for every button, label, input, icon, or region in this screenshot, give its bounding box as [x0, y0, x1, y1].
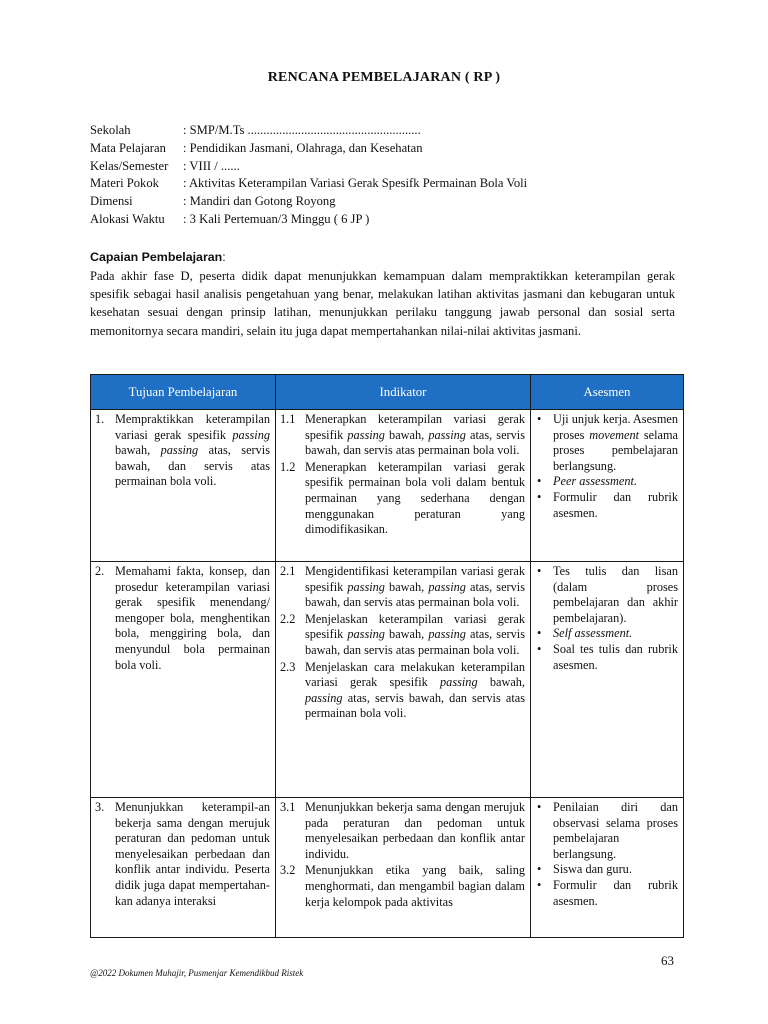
meta-label: Mata Pelajaran — [90, 140, 166, 155]
indikator-number: 2.3 — [280, 659, 296, 674]
meta-value: : VIII / ...... — [183, 158, 240, 173]
tujuan-cell — [91, 798, 276, 938]
indikator-number: 1.1 — [280, 412, 296, 426]
asesmen-text: Siswa dan guru. — [553, 862, 632, 877]
capaian-heading: Capaian Pembelajaran: — [90, 250, 226, 264]
header-indikator: Indikator — [276, 375, 531, 410]
bullet-icon: • — [537, 800, 542, 814]
indikator-item — [280, 612, 525, 659]
asesmen-item — [535, 862, 678, 878]
asesmen-text: Formulir dan rubrik asesmen. — [553, 489, 678, 520]
tujuan-number: 1. — [95, 412, 105, 426]
table-row — [91, 562, 684, 798]
asesmen-text: Penilaian diri dan observasi selama proses pembelajaran berlangsung. — [553, 800, 678, 861]
header-tujuan: Tujuan Pembelajaran — [91, 375, 276, 410]
meta-row — [90, 211, 527, 229]
bullet-icon: • — [537, 626, 542, 641]
bullet-icon: • — [537, 489, 542, 504]
meta-row — [90, 140, 527, 158]
meta-label: Alokasi Waktu — [90, 211, 165, 226]
asesmen-text: Tes tulis dan lisan (dalam proses pembelajaran dan akhir pembelajaran). — [553, 564, 678, 625]
capaian-pembelajaran — [90, 249, 675, 340]
indikator-text: Menunjukkan etika yang baik, saling menghormati, dan mengambil bagian dalam kerja kelompok pada aktivitas — [305, 863, 525, 909]
meta-label: Kelas/Semester — [90, 158, 169, 173]
indikator-item — [280, 460, 525, 538]
indikator-cell — [276, 562, 531, 798]
tujuan-number: 3. — [95, 800, 105, 814]
asesmen-text: Soal tes tulis dan rubrik asesmen. — [553, 641, 678, 672]
table-row — [91, 410, 684, 562]
meta-label: Dimensi — [90, 194, 133, 209]
bullet-icon: • — [537, 862, 542, 877]
indikator-cell — [276, 410, 531, 562]
meta-value: : Aktivitas Keterampilan Variasi Gerak Spesifk Permainan Bola Voli — [183, 176, 528, 191]
asesmen-item — [535, 626, 678, 642]
indikator-text: Menjelaskan cara melakukan keterampilan variasi gerak spesifik passing bawah, passing atas, servis bawah, dan servis atas permainan bola voli. — [305, 659, 525, 721]
meta-row — [90, 158, 527, 176]
meta-value: : Mandiri dan Gotong Royong — [183, 194, 336, 209]
learning-plan-table — [90, 374, 684, 938]
meta-value: : Pendidikan Jasmani, Olahraga, dan Kesehatan — [183, 140, 423, 155]
asesmen-item — [535, 642, 678, 673]
table-header-row — [91, 375, 684, 410]
meta-label: Sekolah — [90, 123, 131, 137]
indikator-item — [280, 660, 525, 722]
asesmen-item — [535, 800, 678, 862]
asesmen-item — [535, 564, 678, 626]
asesmen-text: Peer assessment. — [553, 474, 638, 489]
asesmen-item — [535, 490, 678, 521]
indikator-text: Menerapkan keterampilan variasi gerak spesifik passing bawah, passing atas, servis bawah, dan servis atas permainan bola voli. — [305, 412, 526, 458]
indikator-cell — [276, 798, 531, 938]
tujuan-cell — [91, 562, 276, 798]
asesmen-text: Self assessment. — [553, 626, 633, 641]
bullet-icon: • — [537, 564, 542, 578]
asesmen-item — [535, 412, 678, 474]
document-meta — [90, 122, 527, 229]
indikator-item — [280, 863, 525, 910]
indikator-item — [280, 800, 525, 862]
meta-row — [90, 193, 527, 211]
asesmen-cell — [531, 410, 684, 562]
tujuan-cell — [91, 410, 276, 562]
table-row — [91, 798, 684, 938]
footer-credit: @2022 Dokumen Muhajir, Pusmenjar Kemendikbud Ristek — [90, 968, 304, 978]
bullet-icon: • — [537, 412, 542, 426]
asesmen-item — [535, 878, 678, 909]
indikator-number: 3.2 — [280, 863, 296, 878]
indikator-number: 1.2 — [280, 459, 296, 474]
meta-value: : SMP/M.Ts ....................................................... — [183, 123, 421, 137]
meta-row — [90, 175, 527, 193]
asesmen-cell — [531, 798, 684, 938]
indikator-item — [280, 412, 525, 459]
asesmen-text: Formulir dan rubrik asesmen. — [553, 877, 678, 908]
asesmen-text: Uji unjuk kerja. Asesmen proses movement selama proses pembelajaran berlangsung. — [553, 412, 679, 473]
indikator-text: Menerapkan keterampilan variasi gerak spesifik permainan bola voli dalam bentuk permainan yang sederhana dengan menggunakan peraturan yang dimodifikasikan. — [305, 459, 525, 537]
meta-value: : 3 Kali Pertemuan/3 Minggu ( 6 JP ) — [183, 211, 370, 226]
bullet-icon: • — [537, 877, 542, 892]
meta-label: Materi Pokok — [90, 176, 159, 191]
bullet-icon: • — [537, 641, 542, 656]
page-title: RENCANA PEMBELAJARAN ( RP ) — [267, 70, 501, 85]
indikator-text: Menjelaskan keterampilan variasi gerak spesifik passing bawah, passing atas, servis bawah, dan servis atas permainan bola voli. — [305, 611, 526, 657]
indikator-item — [280, 564, 525, 611]
indikator-text: Menunjukkan bekerja sama dengan merujuk pada peraturan dan pedoman untuk menyelesaikan perbedaan dan konflik antar individu. — [305, 800, 525, 861]
indikator-number: 2.1 — [280, 564, 296, 578]
asesmen-item — [535, 474, 678, 490]
tujuan-text: Menunjukkan keterampil-an bekerja sama dengan merujuk peraturan dan pedoman untuk menyelesaikan perbedaan dan konflik antar individu. Peserta didik juga dapat mempertahan-kan adanya interaksi — [115, 800, 270, 908]
asesmen-cell — [531, 562, 684, 798]
header-asesmen: Asesmen — [531, 375, 684, 410]
meta-row — [90, 122, 527, 140]
bullet-icon: • — [537, 474, 542, 489]
capaian-body: Pada akhir fase D, peserta didik dapat menunjukkan kemampuan dalam mempraktikkan keterampilan gerak spesifik sebagai hasil analisis pengetahuan yang benar, melakukan latihan aktivitas jasmani dan kebugaran untuk kesehatan sesuai dengan prinsip latihan, menunjukkan perilaku tanggung jawab personal dan sosial serta memonitornya secara mandiri, selain itu juga dapat mempertahankan nilai-nilai aktivitas jasmani. — [90, 268, 675, 338]
indikator-number: 3.1 — [280, 800, 296, 814]
indikator-number: 2.2 — [280, 611, 296, 626]
tujuan-number: 2. — [95, 564, 105, 578]
tujuan-text: Memahami fakta, konsep, dan prosedur keterampilan variasi gerak spesifik menendang/ mengoper bola, menghentikan bola, menggiring bola, dan menyundul bola permainan bola voli. — [115, 564, 270, 672]
indikator-text: Mengidentifikasi keterampilan variasi gerak spesifik passing bawah, passing atas, servis bawah, dan servis atas permainan bola voli. — [305, 564, 526, 610]
tujuan-text: Mempraktikkan keterampilan variasi gerak spesifik passing bawah, passing atas, servis bawah, dan servis atas permainan bola voli. — [115, 412, 270, 489]
page-number: 63 — [661, 953, 674, 968]
